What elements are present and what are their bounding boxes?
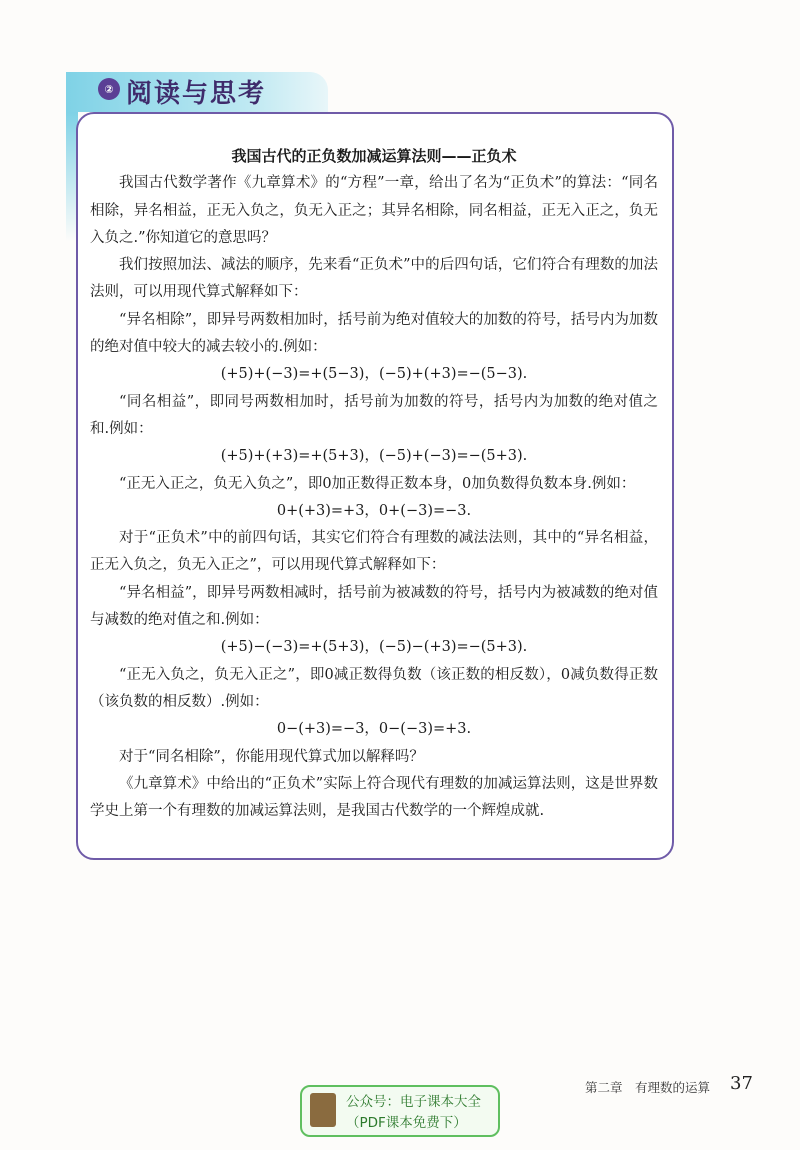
paragraph: “正无入正之，负无入负之”，即0加正数得正数本身，0加负数得负数本身.例如： xyxy=(119,475,636,492)
watermark-line1: 公众号：电子课本大全 xyxy=(346,1094,481,1110)
section-title: 阅读与思考 xyxy=(126,79,267,109)
paragraph: “异名相除”，即异号两数相加时，括号前为绝对值较大的加数的符号，括号内为加数的绝对值中较大的减去较小的.例如： xyxy=(90,311,658,356)
book-icon xyxy=(310,1093,336,1127)
watermark-line2: （PDF课本免费下） xyxy=(346,1115,467,1131)
formula-line: 0−(+3)=−3，0−(−3)=+3. xyxy=(276,721,472,738)
section-badge-icon: ② xyxy=(98,78,120,100)
watermark-badge xyxy=(300,1085,500,1137)
formula-line: (+5)+(+3)=+(5+3)，(−5)+(−3)=−(5+3). xyxy=(220,448,528,465)
formula-line: (+5)+(−3)=+(5−3)，(−5)+(+3)=−(5−3). xyxy=(220,366,528,383)
paragraph: 对于“正负术”中的前四句话，其实它们符合有理数的减法法则，其中的“异名相益，正无入负之，负无入正之”，可以用现代算式解释如下： xyxy=(90,530,658,574)
paragraph: “异名相益”，即异号两数相减时，括号前为被减数的符号，括号内为被减数的绝对值与减数的绝对值之和.例如： xyxy=(90,584,658,629)
paragraph: 《九章算术》中给出的“正负术”实际上符合现代有理数的加减运算法则，这是世界数学史上第一个有理数的加减运算法则，是我国古代数学的一个辉煌成就. xyxy=(90,775,658,820)
article-content xyxy=(90,143,658,825)
formula-line: 0+(+3)=+3，0+(−3)=−3. xyxy=(276,502,472,519)
paragraph: 我国古代数学著作《九章算术》的“方程”一章，给出了名为“正负术”的算法：“同名相除，异名相益，正无入负之，负无入正之；其异名相除，同名相益，正无入正之，负无入负之.”你知道它的意思吗？ xyxy=(90,175,658,246)
paragraph: “正无入负之，负无入正之”，即0减正数得负数（该正数的相反数），0减负数得正数（该负数的相反数）.例如： xyxy=(90,666,658,710)
footer-chapter: 第二章 有理数的运算 xyxy=(585,1080,711,1095)
page-number: 37 xyxy=(730,1073,753,1094)
article-title: 我国古代的正负数加减运算法则——正负术 xyxy=(231,147,517,165)
paragraph: 我们按照加法、减法的顺序，先来看“正负术”中的后四句话，它们符合有理数的加法法则，可以用现代算式解释如下： xyxy=(90,257,658,301)
article-body xyxy=(90,170,658,825)
formula-line: (+5)−(−3)=+(5+3)，(−5)−(+3)=−(5+3). xyxy=(220,639,528,656)
paragraph: 对于“同名相除”，你能用现代算式加以解释吗？ xyxy=(119,748,424,765)
paragraph: “同名相益”，即同号两数相加时，括号前为加数的符号，括号内为加数的绝对值之和.例如： xyxy=(90,393,658,437)
